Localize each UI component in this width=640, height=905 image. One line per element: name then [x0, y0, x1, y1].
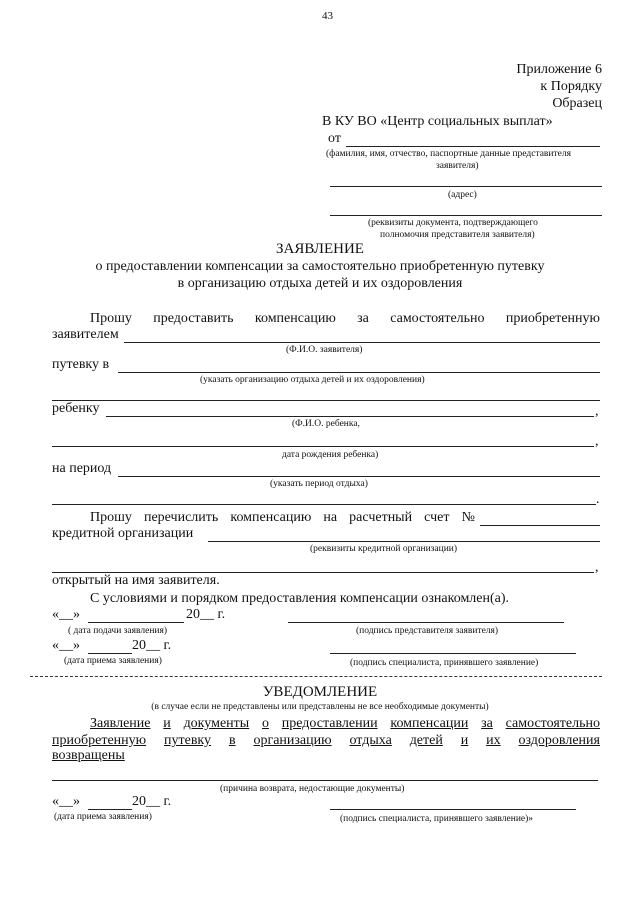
account-number-field[interactable]: [480, 525, 600, 526]
transfer-line: [90, 510, 475, 526]
authority-doc-hint: (реквизиты документа, подтверждающего: [368, 218, 538, 228]
from-hint: (фамилия, имя, отчество, паспортные данные представителя: [326, 149, 571, 159]
word: предоставить: [153, 311, 234, 326]
credit-org-hint: (реквизиты кредитной организации): [310, 544, 458, 554]
voucher-label: путевку в: [52, 357, 110, 372]
word: приобретенную: [505, 311, 600, 326]
notice-line-2: [52, 733, 600, 749]
spec-signature-field[interactable]: [330, 653, 576, 654]
notice-title: УВЕДОМЛЕНИЕ: [262, 684, 378, 700]
word: Прошу: [90, 311, 132, 326]
order-label: к Порядку: [540, 79, 602, 94]
address-hint: (адрес): [448, 190, 477, 200]
voucher-field[interactable]: [118, 372, 600, 373]
accept-date-hint: (дата приема заявления): [64, 656, 162, 666]
cut-line: [30, 676, 602, 677]
notice-date-hint: (дата приема заявления): [54, 812, 152, 822]
appendix-label: Приложение 6: [516, 62, 602, 77]
rep-signature-field[interactable]: [288, 622, 564, 623]
request-line: [90, 311, 600, 327]
authority-doc-hint-2: полномочия представителя заявителя): [380, 230, 535, 240]
application-subtitle: о предоставлении компенсации за самостоятельно приобретенную путевку: [95, 259, 545, 274]
word: предоставлении: [281, 716, 378, 731]
child-field[interactable]: [106, 416, 594, 417]
notice-date-year[interactable]: 20__ г.: [132, 794, 172, 809]
authority-doc-field[interactable]: [330, 215, 602, 216]
applicant-field[interactable]: [124, 342, 600, 343]
spec-signature-hint: (подпись специалиста, принявшего заявление): [350, 658, 539, 668]
submit-date-day[interactable]: «__»: [52, 607, 80, 622]
word: за: [357, 311, 369, 326]
child-label: ребенку: [52, 401, 100, 416]
conditions-text: С условиями и порядком предоставления компенсации ознакомлен(а).: [90, 591, 510, 606]
word: детей: [409, 733, 443, 748]
recipient: В КУ ВО «Центр социальных выплат»: [322, 114, 553, 129]
submit-date-year[interactable]: 20__ г.: [186, 607, 226, 622]
word: Прошу: [90, 510, 132, 525]
from-field[interactable]: [346, 146, 600, 147]
credit-comma: ,: [595, 560, 599, 575]
applicant-hint: (Ф.И.О. заявителя): [286, 345, 363, 355]
word: самостоятельно: [390, 311, 485, 326]
word: за: [481, 716, 493, 731]
word: организацию: [253, 733, 332, 748]
from-label: от: [328, 131, 341, 146]
word: компенсацию: [254, 311, 336, 326]
notice-note: (в случае если не представлены или представлены не все необходимые документы): [151, 702, 489, 712]
notice-date-month-field[interactable]: [88, 809, 132, 810]
word: их: [486, 733, 501, 748]
birth-date-field[interactable]: [52, 446, 594, 447]
accept-date-year[interactable]: 20__ г.: [132, 638, 172, 653]
word: Заявление: [90, 716, 151, 731]
opened-text: открытый на имя заявителя.: [52, 573, 220, 588]
address-field[interactable]: [330, 186, 602, 187]
period-field[interactable]: [118, 476, 600, 477]
child-comma: ,: [595, 404, 599, 419]
voucher-hint: (указать организацию отдыха детей и их оздоровления): [200, 375, 425, 385]
word: расчетный: [349, 510, 413, 525]
word: путевку: [164, 733, 212, 748]
word: о: [261, 716, 269, 731]
application-title: ЗАЯВЛЕНИЕ: [276, 241, 364, 257]
submit-date-month-field[interactable]: [88, 622, 184, 623]
sample-label: Образец: [552, 96, 602, 111]
notice-line-1: [90, 716, 600, 732]
word: в: [228, 733, 236, 748]
period-field-2[interactable]: [52, 504, 596, 505]
voucher-field-2[interactable]: [52, 400, 600, 401]
notice-signature-hint: (подпись специалиста, принявшего заявление)»: [340, 814, 534, 824]
return-reason-hint: (причина возврата, недостающие документы): [220, 784, 405, 794]
word: перечислить: [143, 510, 219, 525]
child-hint: (Ф.И.О. ребенка,: [292, 419, 360, 429]
notice-date-day[interactable]: «__»: [52, 794, 80, 809]
word: документы: [183, 716, 250, 731]
word: №: [461, 510, 475, 525]
notice-returned: возвращены: [52, 748, 125, 763]
from-hint-2: заявителя): [436, 161, 479, 171]
page-number: 43: [322, 10, 333, 22]
word: и: [460, 733, 469, 748]
birth-comma: ,: [595, 434, 599, 449]
accept-date-month-field[interactable]: [88, 653, 132, 654]
notice-signature-field[interactable]: [330, 809, 576, 810]
word: компенсацию: [230, 510, 312, 525]
word: самостоятельно: [505, 716, 600, 731]
birth-hint: дата рождения ребенка): [282, 450, 379, 460]
period-dot: .: [596, 492, 600, 507]
return-reason-field[interactable]: [52, 780, 598, 781]
credit-org-field[interactable]: [208, 541, 600, 542]
word: приобретенную: [52, 733, 147, 748]
word: компенсации: [390, 716, 469, 731]
word: и: [163, 716, 171, 731]
submit-date-hint: ( дата подачи заявления): [68, 626, 168, 636]
rep-signature-hint: (подпись представителя заявителя): [356, 626, 499, 636]
word: оздоровления: [518, 733, 600, 748]
word: счет: [424, 510, 450, 525]
accept-date-day[interactable]: «__»: [52, 638, 80, 653]
credit-org-label: кредитной организации: [52, 526, 194, 541]
application-subtitle-2: в организацию отдыха детей и их оздоровления: [177, 276, 463, 291]
word: отдыха: [349, 733, 392, 748]
period-label: на период: [52, 461, 112, 476]
period-hint: (указать период отдыха): [270, 479, 368, 489]
applicant-label: заявителем: [52, 327, 119, 342]
word: на: [323, 510, 338, 525]
